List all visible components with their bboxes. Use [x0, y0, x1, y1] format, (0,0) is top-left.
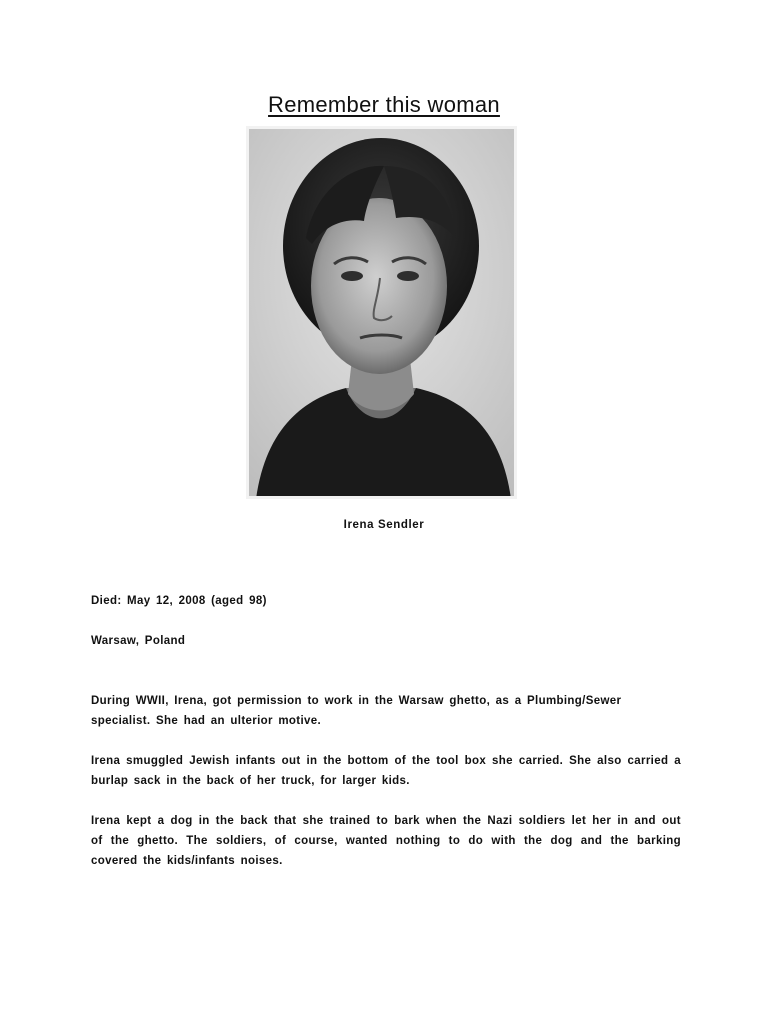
- portrait-photo: [246, 126, 517, 499]
- document-title: [0, 92, 768, 118]
- death-place: Warsaw, Poland: [91, 635, 186, 647]
- paragraph-smuggling: Irena smuggled Jewish infants out in the bottom of the tool box she carried. She also carried a burlap sack in the back of her truck, for larger kids.: [91, 755, 681, 787]
- document-title-text: Remember this woman: [268, 92, 500, 117]
- paragraph-dog: Irena kept a dog in the back that she trained to bark when the Nazi soldiers let her in and out of the ghetto. The soldiers, of course, wanted nothing to do with the dog and the barking covered the kids/infants noises.: [91, 815, 681, 867]
- paragraph-ghetto-work: During WWII, Irena, got permission to work in the Warsaw ghetto, as a Plumbing/Sewer specialist. She had an ulterior motive.: [91, 695, 622, 727]
- death-date: Died: May 12, 2008 (aged 98): [91, 595, 267, 607]
- portrait-caption: Irena Sendler: [343, 519, 425, 531]
- portrait-illustration: [246, 126, 517, 499]
